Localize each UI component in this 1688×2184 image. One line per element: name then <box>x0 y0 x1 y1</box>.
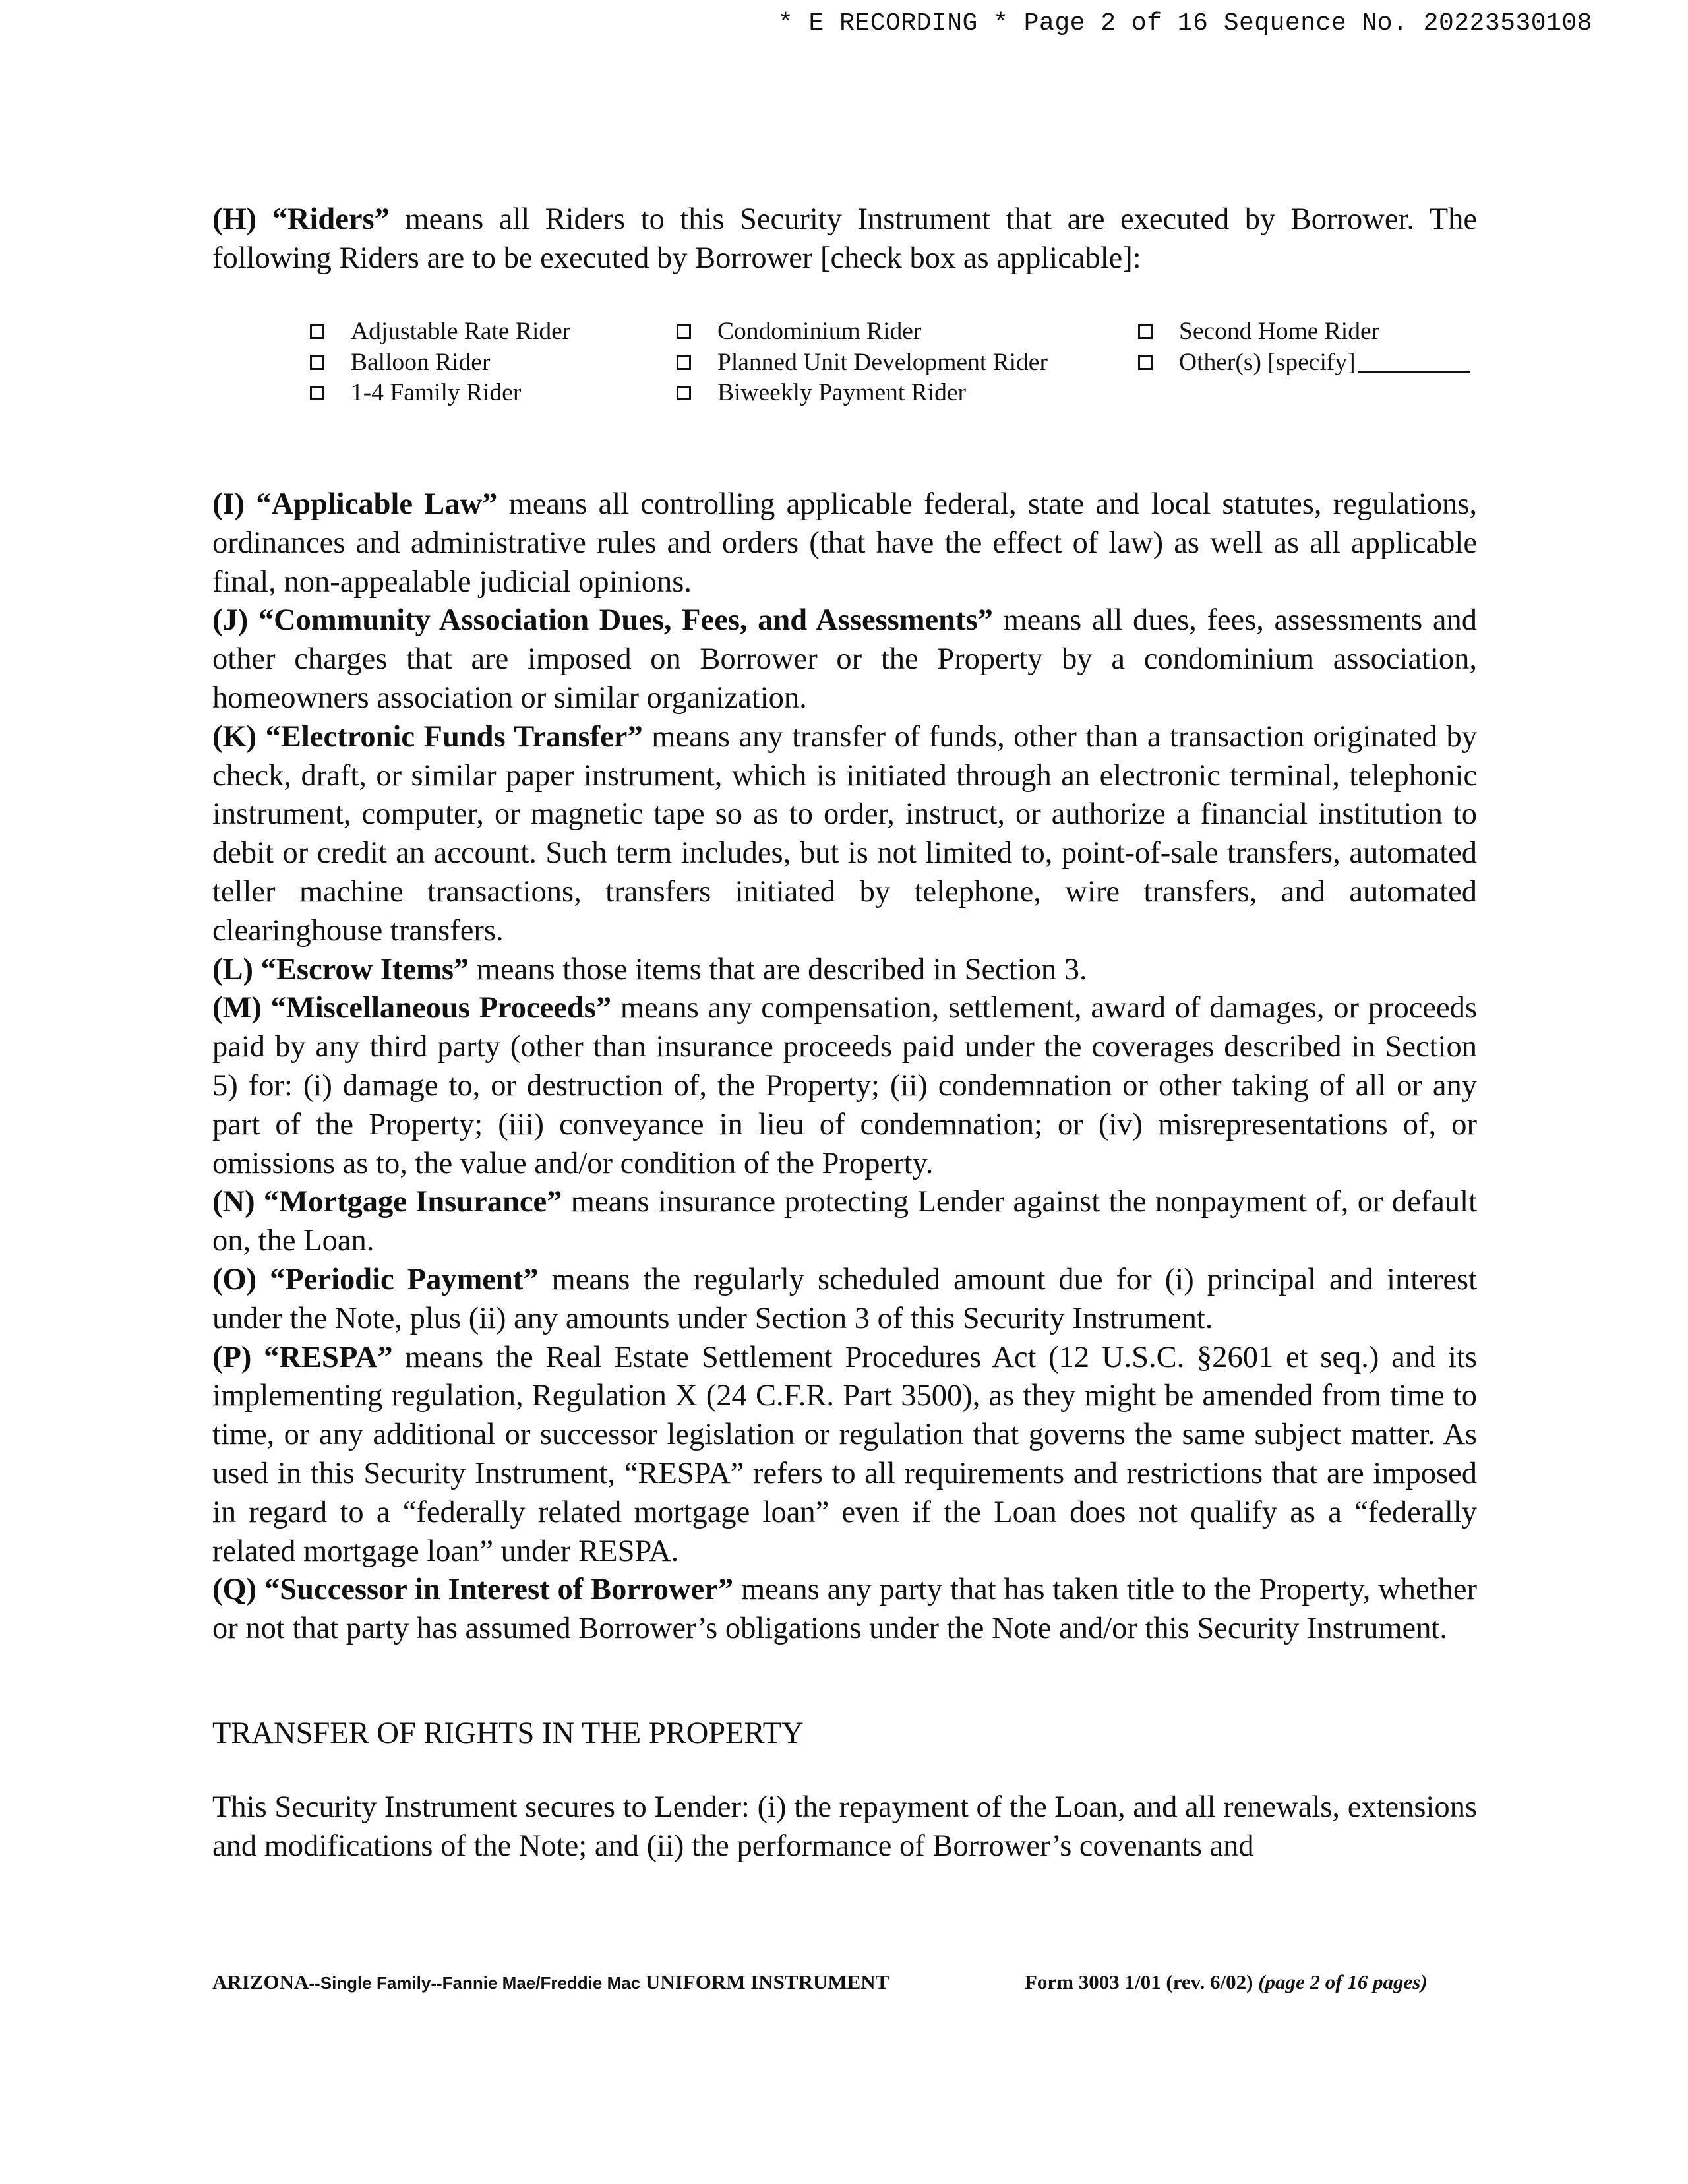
definition-label: (Q) “Successor in Interest of Borrower” <box>212 1573 734 1607</box>
definition-text: means any party that has taken title to the Property, whether or not that party has assumed Borrower’s obligations under the Note and/or this Security Instrument. <box>212 1573 1477 1646</box>
rider-option-label: Second Home Rider <box>1179 318 1380 345</box>
rider-option[interactable] <box>677 317 1048 348</box>
footer-instrument: UNIFORM INSTRUMENT <box>640 1970 889 1993</box>
rider-column <box>1138 317 1470 378</box>
transfer-paragraph <box>212 1788 1477 1866</box>
section-heading: TRANSFER OF RIGHTS IN THE PROPERTY <box>212 1716 804 1750</box>
definition-paragraph <box>212 1339 1477 1571</box>
checkbox-icon[interactable] <box>677 355 691 370</box>
footer-form-number: Form 3003 1/01 (rev. 6/02) <box>1025 1970 1253 1993</box>
definition-text: means the Real Estate Settlement Procedures Act (12 U.S.C. §2601 et seq.) and its implementing regulation, Regulation X (24 C.F.R. Part 3500), as they might be amended from time to time, or any additional or successor legislation or regulation that governs the same subject matter. As used in this Security Instrument, “RESPA” refers to all requirements and restrictions that are imposed in regard to a “federally related mortgage loan” even if the Loan does not qualify as a “federally related mortgage loan” under RESPA. <box>212 1340 1477 1568</box>
definition-label: (K) “Electronic Funds Transfer” <box>212 719 643 754</box>
checkbox-icon[interactable] <box>310 355 324 370</box>
rider-option-label: Condominium Rider <box>717 318 922 345</box>
definition-label: (I) “Applicable Law” <box>212 487 498 521</box>
rider-option[interactable] <box>1138 348 1470 379</box>
definition-label: (M) “Miscellaneous Proceeds” <box>212 991 612 1025</box>
definition-paragraph <box>212 485 1477 601</box>
specify-blank-line[interactable] <box>1358 351 1470 373</box>
definition-label: (J) “Community Association Dues, Fees, and Assessments” <box>212 603 993 638</box>
checkbox-icon[interactable] <box>310 386 324 400</box>
checkbox-icon[interactable] <box>1138 355 1153 370</box>
rider-option-label: Balloon Rider <box>351 348 491 376</box>
definition-text: means any compensation, settlement, award of damages, or proceeds paid by any third party (other than insurance proceeds paid under the coverages described in Section 5) for: (i) damage to, or destruction of, the Property; (ii) condemnation or other taking of all or any part of the Property; (iii) conveyance in lieu of condemnation; or (iv) misrepresentations of, or omissions as to, the value and/or condition of the Property. <box>212 991 1477 1180</box>
definition-text: means the regularly scheduled amount due for (i) principal and interest under the Note, plus (ii) any amounts under Section 3 of this Security Instrument. <box>212 1262 1477 1335</box>
definition-text: means insurance protecting Lender against the nonpayment of, or default on, the Loan. <box>212 1185 1477 1258</box>
rider-option-label: Planned Unit Development Rider <box>717 348 1048 376</box>
rider-option[interactable] <box>310 317 570 348</box>
definition-text: means all dues, fees, assessments and other charges that are imposed on Borrower or the Property by a condominium association, homeowners association or similar organization. <box>212 603 1477 715</box>
definition-paragraph <box>212 1571 1477 1649</box>
rider-option-label: Biweekly Payment Rider <box>717 379 967 406</box>
checkbox-icon[interactable] <box>310 324 324 339</box>
footer-form-info <box>1025 1969 1428 1995</box>
definition-paragraph <box>212 1261 1477 1339</box>
riders-text: means all Riders to this Security Instrument that are executed by Borrower. The following Riders are to be executed by Borrower [check box as applicable]: <box>212 202 1478 275</box>
rider-option[interactable] <box>310 378 570 409</box>
recording-header: * E RECORDING * Page 2 of 16 Sequence No. 20223530108 <box>777 9 1592 38</box>
definition-paragraph <box>212 1183 1477 1261</box>
rider-option[interactable] <box>677 378 1048 409</box>
rider-column <box>310 317 570 409</box>
rider-option[interactable] <box>677 348 1048 379</box>
checkbox-icon[interactable] <box>1138 324 1153 339</box>
footer-state: ARIZONA <box>212 1970 309 1993</box>
definition-paragraph <box>212 951 1477 990</box>
checkbox-icon[interactable] <box>677 324 691 339</box>
rider-option[interactable] <box>310 348 570 379</box>
rider-option[interactable] <box>1138 317 1470 348</box>
definition-text: means any transfer of funds, other than a transaction originated by check, draft, or similar paper instrument, which is initiated through an electronic terminal, telephonic instrument, computer, or magnetic tape so as to order, instruct, or authorize a financial institution to debit or credit an account. Such term includes, but is not limited to, point-of-sale transfers, automated teller machine transactions, transfers initiated by telephone, wire transfers, and automated clearinghouse transfers. <box>212 719 1477 948</box>
definition-text: means all controlling applicable federal, state and local statutes, regulations, ordinances and administrative rules and orders (that have the effect of law) as well as all applicable final, non-appealable judicial opinions. <box>212 487 1477 599</box>
definitions-list <box>212 485 1477 1649</box>
transfer-text: This Security Instrument secures to Lender: (i) the repayment of the Loan, and all renewals, extensions and modifications of the Note; and (ii) the performance of Borrower’s covenants and <box>212 1790 1477 1863</box>
footer-page-info: (page 2 of 16 pages) <box>1258 1970 1428 1993</box>
definition-label: (O) “Periodic Payment” <box>212 1262 539 1296</box>
definition-label: (N) “Mortgage Insurance” <box>212 1185 562 1219</box>
riders-definition <box>212 200 1477 278</box>
rider-option-label: 1-4 Family Rider <box>351 379 522 406</box>
definition-paragraph <box>212 601 1477 717</box>
riders-label: (H) “Riders” <box>212 202 390 236</box>
definition-paragraph <box>212 989 1477 1183</box>
rider-column <box>677 317 1048 409</box>
checkbox-icon[interactable] <box>677 386 691 400</box>
footer-form-title <box>212 1969 889 1996</box>
definition-paragraph <box>212 718 1477 951</box>
definition-text: means those items that are described in Section 3. <box>469 952 1087 986</box>
definition-label: (P) “RESPA” <box>212 1340 393 1374</box>
rider-option-label: Other(s) [specify] <box>1179 348 1356 376</box>
definition-label: (L) “Escrow Items” <box>212 952 469 986</box>
footer-family-line: --Single Family--Fannie Mae/Freddie Mac <box>309 1973 641 1993</box>
rider-option-label: Adjustable Rate Rider <box>351 318 571 345</box>
